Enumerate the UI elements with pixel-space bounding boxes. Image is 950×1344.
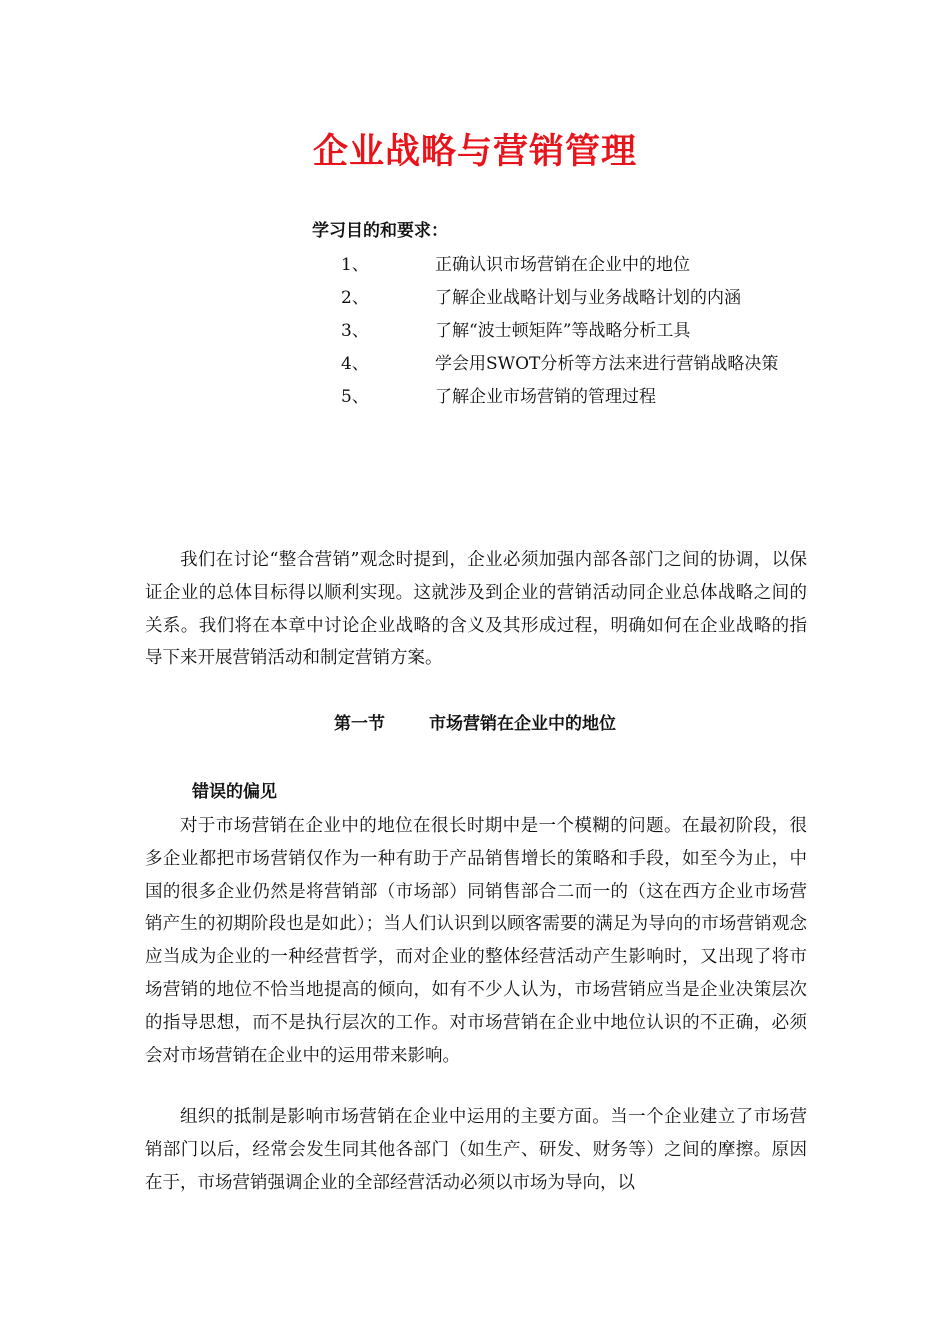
list-item-text: 正确认识市场营销在企业中的地位 bbox=[435, 255, 690, 275]
list-item-number: 1、 bbox=[341, 255, 369, 275]
list-item-text: 学会用SWOT分析等方法来进行营销战略决策 bbox=[435, 354, 779, 374]
list-item bbox=[0, 317, 950, 350]
body-paragraph: 组织的抵制是影响市场营销在企业中运用的主要方面。当一个企业建立了市场营销部门以后，经常会发生同其他各部门（如生产、研发、财务等）之间的摩擦。原因在于，市场营销强调企业的全部经营活动必须以市场为导向，以 bbox=[145, 1107, 807, 1193]
list-item-number: 3、 bbox=[341, 321, 369, 341]
subsection-heading: 错误的偏见 bbox=[192, 782, 277, 802]
list-item-text: 了解企业市场营销的管理过程 bbox=[435, 387, 656, 407]
objectives-heading: 学习目的和要求： bbox=[312, 221, 448, 241]
list-item bbox=[0, 350, 950, 383]
list-item-text: 了解“波士顿矩阵”等战略分析工具 bbox=[435, 321, 691, 341]
section-number: 第一节 bbox=[334, 714, 385, 734]
intro-paragraph: 我们在讨论“整合营销”观念时提到，企业必须加强内部各部门之间的协调，以保证企业的总体目标得以顺利实现。这就涉及到企业的营销活动同企业总体战略之间的关系。我们将在本章中讨论企业战略的含义及其形成过程，明确如何在企业战略的指导下来开展营销活动和制定营销方案。 bbox=[145, 550, 807, 669]
body-paragraph: 对于市场营销在企业中的地位在很长时期中是一个模糊的问题。在最初阶段，很多企业都把市场营销仅作为一种有助于产品销售增长的策略和手段，如至今为止，中国的很多企业仍然是将营销部（市场部）同销售部合二而一的（这在西方企业市场营销产生的初期阶段也是如此）；当人们认识到以顾客需要的满足为导向的市场营销观念应当成为企业的一种经营哲学，而对企业的整体经营活动产生影响时，又出现了将市场营销的地位不恰当地提高的倾向，如有不少人认为，市场营销应当是企业决策层次的指导思想，而不是执行层次的工作。对市场营销在企业中地位认识的不正确，必须会对市场营销在企业中的运用带来影响。 bbox=[145, 816, 807, 1066]
section-title: 市场营销在企业中的地位 bbox=[429, 714, 616, 734]
list-item bbox=[0, 284, 950, 317]
list-item bbox=[0, 251, 950, 284]
objectives-list bbox=[0, 251, 950, 416]
list-item bbox=[0, 383, 950, 416]
list-item-number: 4、 bbox=[341, 354, 369, 374]
list-item-number: 2、 bbox=[341, 288, 369, 308]
document-title: 企业战略与营销管理 bbox=[312, 131, 637, 172]
list-item-text: 了解企业战略计划与业务战略计划的内涵 bbox=[435, 288, 741, 308]
section-heading bbox=[0, 710, 950, 738]
list-item-number: 5、 bbox=[341, 387, 369, 407]
